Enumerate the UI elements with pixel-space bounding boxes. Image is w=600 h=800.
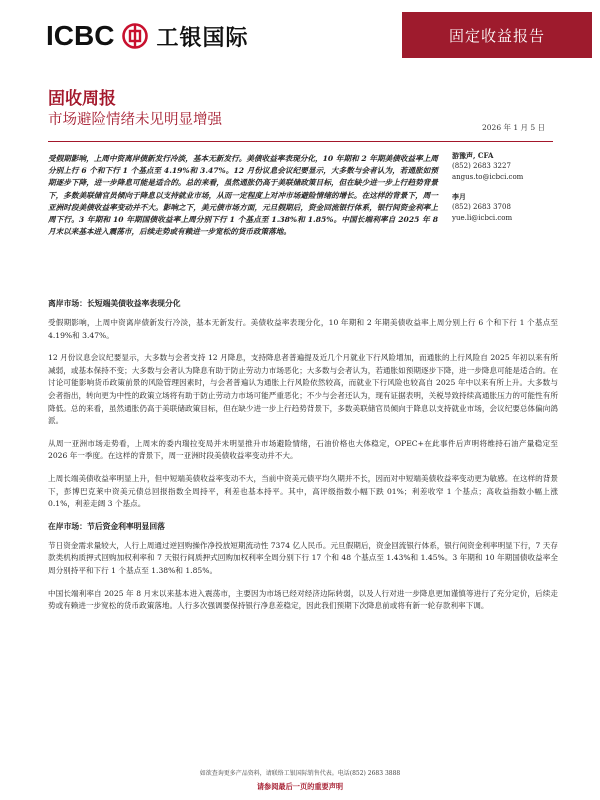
body-paragraph: 上周长端美债收益率明显上升，但中短端美债收益率变动不大，当前中资美元债平均久期并不长，因而对中短端美债收益率变动更为敏感。在这样的背景下，彭博巴克莱中资美元债总回报指数全周持平，利差也基本持平。其中，高评级指数小幅下跌 01%；利差收窄 1 个基点；高收益指数小幅上涨 0.1%，利差走阔 3 个基点。 xyxy=(48,473,558,509)
report-header xyxy=(0,0,600,62)
report-title: 固收周报 xyxy=(48,89,116,109)
body-paragraph: 12 月份议息会议纪要显示，大多数与会者支持 12 月降息，支持降息者普遍提及近几个月就业下行风险增加，而通胀的上行风险自 2025 年初以来有所减弱，或基本保持不变；大多数与会者认为降息有助于防止劳动力市场恶化；大多数与会者认为，若通胀如预期逐步下降，进一步降息可能是适合的。在讨论可能影响货币政策前景的风险管理因素时，与会者普遍认为通胀上行风险依然较高，而就业下行风险也较高自 2025 年中以来有所上升。大多数与会者指出，转向更为中性的政策立场将有助于防止劳动力市场可能严重恶化；不少与会者还认为，现有证据表明，关税导致持续高通胀压力的可能性有所降低。总的来看，虽然通胀仍高于美联储政策目标，但在缺少进一步上行趋势背景下，多数美联储官员倾向于降息以支持就业市场，会议纪要总体偏向鸽派。 xyxy=(48,353,558,426)
analyst-card xyxy=(452,150,557,183)
executive-summary: 受假期影响，上周中资离岸债新发行冷淡，基本无新发行。美债收益率表现分化，10 年期和 2 年期美债收益率上周分别上行 6 个和下行 1 个基点至 4.19%和 3.47%。12 月份议息会议纪要显示，大多数与会者认为，若通胀如预期逐步下降，进一步降息可能是适合的。总的来看，虽然通胀仍高于美联储政策目标，但在缺少进一步上行趋势背景下，多数美联储官员倾向于降息以支持就业市场，从而一定程度上对冲市场避险情绪的增长。在这样的背景下，周一亚洲时段美债收益率变动并不大。影响之下，美元债市场方面，元旦假期后，资金回流银行体系，银行间资金利率上周下行。3 年期和 10 年期国债收益率上周分别下行 1 个基点至 1.38%和 1.85%。中国长端利率自 2025 年 8 月末以来基本进入震荡市，后续走势或有赖进一步宽松的货币政策落地。 xyxy=(48,154,438,237)
analyst-contacts xyxy=(452,150,557,232)
logo-latin-text: ICBC xyxy=(46,20,115,51)
company-logo xyxy=(46,20,248,52)
footer-disclaimer-link[interactable]: 请参阅最后一页的重要声明 xyxy=(256,782,344,791)
footer-contact-note: 如欲查询更多产品资料，请联络工银国际销售代表。电话(852) 2683 3888 xyxy=(199,770,401,777)
report-type-badge: 固定收益报告 xyxy=(402,12,592,58)
body-paragraph: 受假期影响，上周中资离岸债新发行冷淡，基本无新发行。美债收益率表现分化，10 年期和 2 年期美债收益率上周分别上行 6 个和下行 1 个基点至 4.19%和 3.47%。 xyxy=(48,318,558,340)
analyst-phone: (852) 2683 3227 xyxy=(452,162,511,170)
report-body xyxy=(48,298,558,623)
analyst-email[interactable]: angus.to@icbci.com xyxy=(452,173,524,181)
report-date: 2026 年 1 月 5 日 xyxy=(482,123,546,132)
icbc-emblem-icon xyxy=(122,23,148,49)
body-paragraph: 从周一亚洲市场走势看，上周末的委内瑞拉变局并未明显推升市场避险情绪，石油价格也大体稳定，OPEC+在此事件后声明将维持石油产量稳定至 2026 年一季度。在这样的背景下，周一亚洲时段美债收益率变动并不大。 xyxy=(48,438,558,461)
analyst-name: 李月 xyxy=(452,192,466,201)
report-subtitle: 市场避险情绪未见明显增强 xyxy=(48,112,222,128)
analyst-card xyxy=(452,191,557,224)
analyst-email[interactable]: yue.li@icbci.com xyxy=(452,214,513,222)
title-divider xyxy=(48,141,553,142)
section-heading-onshore: 在岸市场：节后资金利率明显回落 xyxy=(48,521,165,531)
analyst-phone: (852) 2683 3708 xyxy=(452,203,511,211)
logo-chinese-text: 工银国际 xyxy=(156,25,249,51)
analyst-name: 游豫声, CFA xyxy=(452,151,494,160)
body-paragraph: 节日资金需求量较大，人行上周通过逆回购操作净投放短期流动性 7374 亿人民币。元旦假期后，资金回流银行体系，银行间资金利率明显下行，7 天存款类机构质押式回购加权利率和 7 天银行间质押式回购加权利率全周分别下行 17 个和 48 个基点至 1.43%和 1.45%。3 年期和 10 年期国债收益率全周分别持平和下行 1 个基点至 1.38%和 1.85%。 xyxy=(48,540,558,575)
section-heading-offshore: 离岸市场：长短端美债收益率表现分化 xyxy=(48,299,181,308)
body-paragraph: 中国长端利率自 2025 年 8 月末以来基本进入震荡市，主要因为市场已经对经济边际转弱，以及人行对进一步降息更加谨慎等进行了充分定价，后续走势或有赖进一步宽松的货币政策落地。人行多次强调要保持银行净息差稳定，因此我们预期下次降息前或将有新一轮存款利率下调。 xyxy=(48,588,558,611)
